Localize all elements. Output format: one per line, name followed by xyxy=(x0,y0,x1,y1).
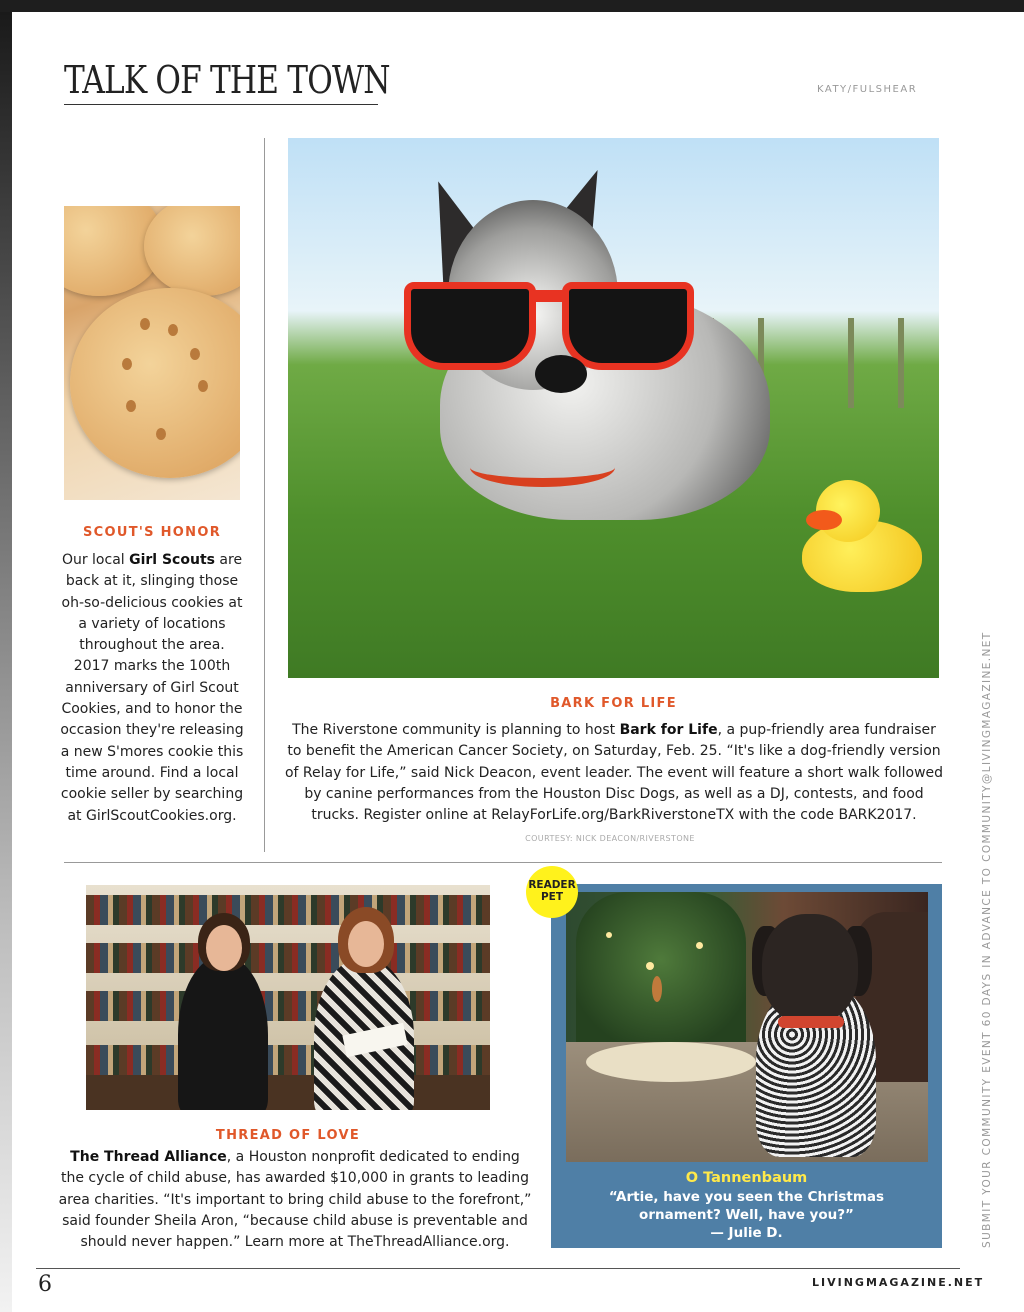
badge-line-2: PET xyxy=(540,891,564,903)
bark-body xyxy=(284,720,944,826)
footer-rule xyxy=(36,1268,960,1269)
dog-sunglasses-photo xyxy=(288,138,939,678)
scouts-body xyxy=(60,550,244,827)
badge-line-1: READER xyxy=(528,879,576,891)
site-url: LIVINGMAGAZINE.NET xyxy=(812,1276,985,1289)
scouts-heading: SCOUT'S HONOR xyxy=(82,525,222,540)
column-divider xyxy=(264,138,265,852)
section-tag: KATY/FULSHEAR xyxy=(817,84,918,95)
reader-pet-quote xyxy=(551,1188,942,1242)
page-edge-shadow xyxy=(0,12,12,1312)
reader-pet-signature: — Julie D. xyxy=(710,1225,783,1241)
page-number: 6 xyxy=(38,1272,52,1297)
thread-alliance-photo xyxy=(86,885,490,1110)
reader-pet-photo xyxy=(566,892,928,1162)
bark-body-post: , a pup-friendly area fundraiser to benefit the American Cancer Society, on Saturday, Feb. 25. “It's like a dog-friendly version of Relay for Life,” said Nick Deacon, event leader. The event will feature a short walk followed by canine performances from the Houston Disc Dogs, as well as a DJ, contests, and food trucks. Register online at RelayForLife.org/BarkRiverstoneTX with the code BARK2017. xyxy=(284,722,944,824)
bark-body-pre: The Riverstone community is planning to host xyxy=(292,722,620,738)
cookies-photo xyxy=(64,206,240,500)
reader-pet-quote-text: “Artie, have you seen the Christmas ornament? Well, have you?” xyxy=(608,1189,885,1223)
page-title: TALK OF THE TOWN xyxy=(64,58,390,102)
photo-credit: COURTESY: NICK DEACON/RIVERSTONE xyxy=(525,834,695,843)
scouts-body-bold: Girl Scouts xyxy=(129,552,215,568)
scouts-body-pre: Our local xyxy=(61,552,130,568)
bark-heading: BARK FOR LIFE xyxy=(550,696,677,711)
reader-pet-title: O Tannenbaum xyxy=(685,1170,808,1186)
row-divider xyxy=(64,862,942,863)
title-underline xyxy=(64,104,378,105)
thread-heading: THREAD OF LOVE xyxy=(215,1128,361,1143)
submission-sidebar: SUBMIT YOUR COMMUNITY EVENT 60 DAYS IN ADVANCE TO COMMUNITY@LIVINGMAGAZINE.NET xyxy=(981,631,993,1248)
thread-body-post: , a Houston nonprofit dedicated to ending the cycle of child abuse, has awarded $10,000 in grants to leading area charities. “It's important to bring child abuse to the forefront,” said founder Sheila Aron, “because child abuse is preventable and should never happen.” Learn more at TheThreadAlliance.org. xyxy=(58,1149,532,1251)
top-bar xyxy=(0,0,1024,12)
thread-body-bold: The Thread Alliance xyxy=(70,1149,227,1165)
scouts-body-post: are back at it, slinging those oh-so-delicious cookies at a variety of locations throughout the area. 2017 marks the 100th anniversary of Girl Scout Cookies, and to honor the occasion they're releasing a new S'mores cookie this time around. Find a local cookie seller by searching at GirlScoutCookies.org. xyxy=(60,552,244,824)
reader-pet-badge xyxy=(526,866,578,918)
thread-body xyxy=(58,1147,532,1253)
bark-body-bold: Bark for Life xyxy=(619,722,718,738)
